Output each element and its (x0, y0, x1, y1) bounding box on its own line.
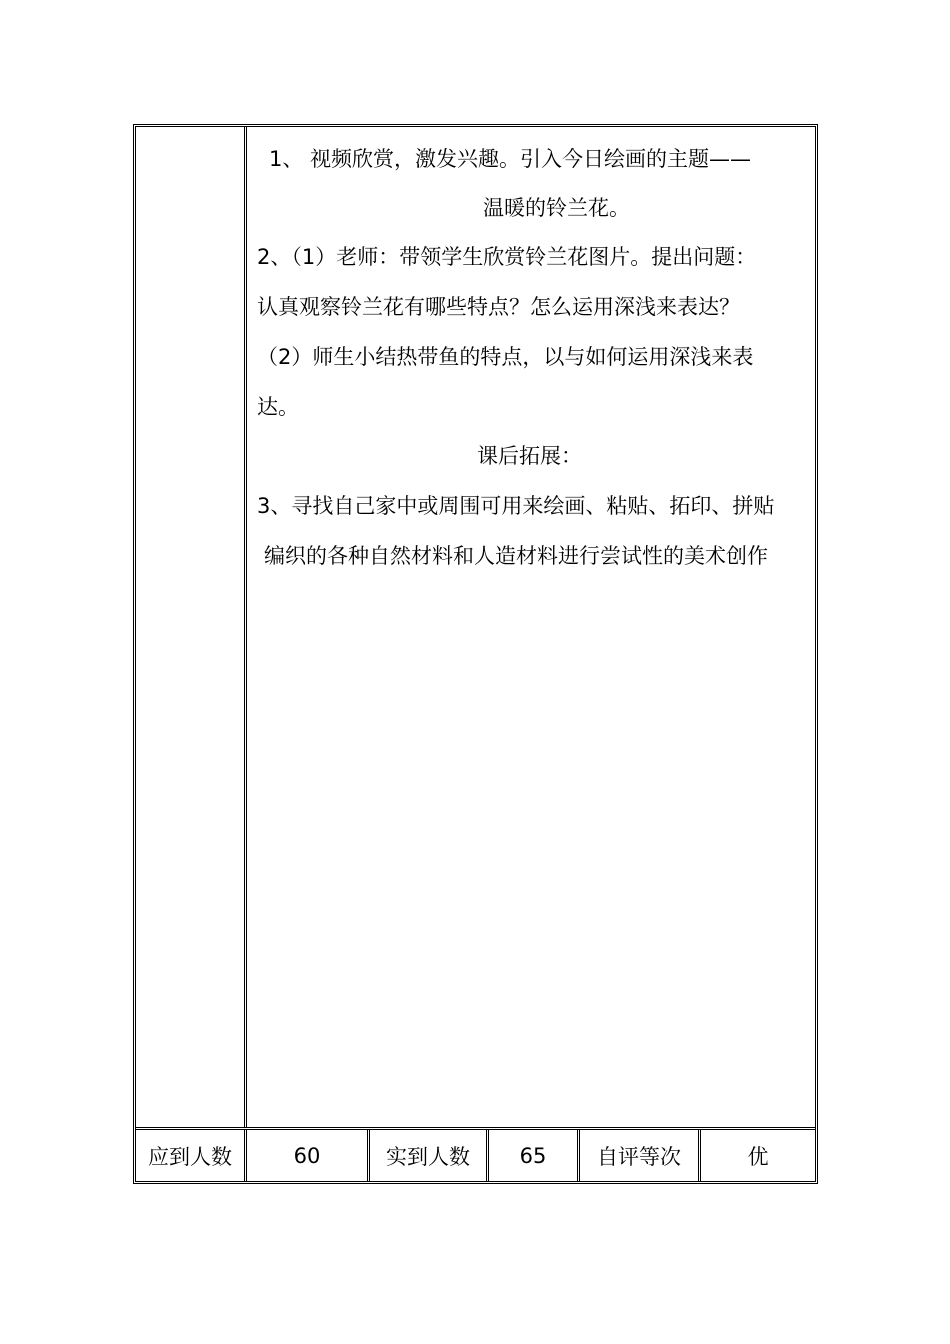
content-line-7: 课后拓展： (477, 444, 582, 468)
expected-count-label: 应到人数 (136, 1130, 247, 1181)
content-line-4: 认真观察铃兰花有哪些特点？怎么运用深浅来表达？ (257, 295, 740, 319)
expected-count-value: 60 (247, 1130, 370, 1181)
self-rating-value: 优 (747, 1144, 769, 1169)
actual-count-value: 65 (489, 1130, 580, 1181)
attendance-row (136, 1127, 815, 1181)
self-rating-label: 自评等次 (580, 1130, 701, 1181)
content-line-8: 3、寻找自己家中或周围可用来绘画、粘贴、拓印、拼贴 (257, 494, 775, 518)
lesson-content-cell (247, 127, 815, 1127)
lesson-table (133, 124, 818, 1184)
actual-count-label: 实到人数 (370, 1130, 489, 1181)
content-line-3: 2、（1）老师：带领学生欣赏铃兰花图片。提出问题： (257, 245, 757, 269)
content-line-2: 温暖的铃兰花。 (483, 196, 630, 220)
content-line-6: 达。 (257, 395, 299, 419)
content-line-5: （2）师生小结热带鱼的特点，以与如何运用深浅来表 (257, 345, 754, 369)
left-label-column (136, 127, 247, 1127)
content-line-9: 编织的各种自然材料和人造材料进行尝试性的美术创作 (264, 544, 768, 568)
content-line-1: 1、 视频欣赏，激发兴趣。引入今日绘画的主题—— (269, 147, 752, 171)
